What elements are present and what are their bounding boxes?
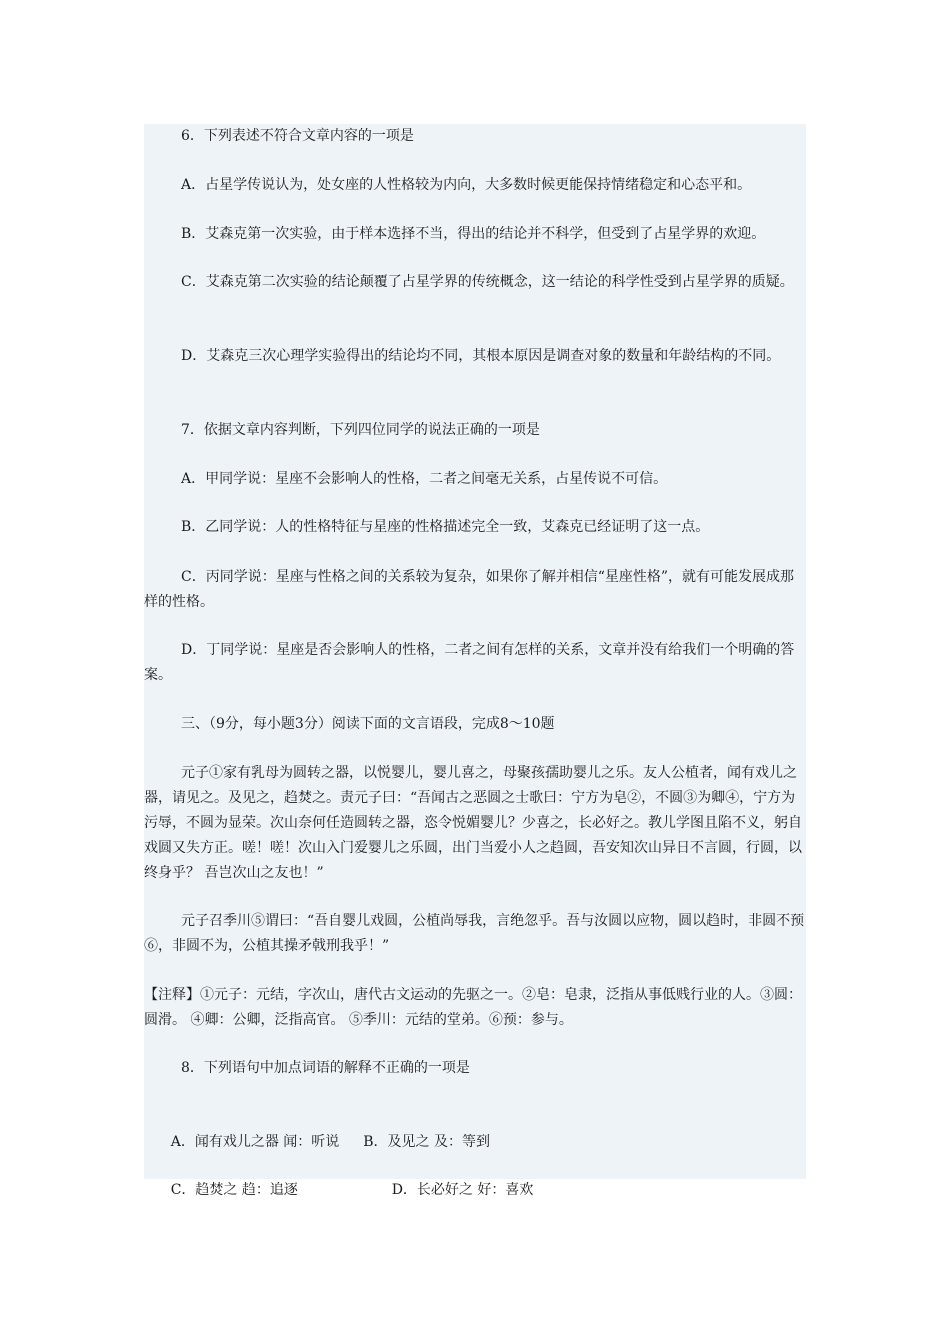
passage-paragraph-2: 元子召季川⑤谓曰：“吾自婴儿戏圆，公植尚辱我，言绝忽乎。吾与汝圆以应物，圆以趋时，非圆不预⑥，非圆不为，公植其操矛戟刑我乎！” (144, 913, 805, 954)
question-7-stem: 7．依据文章内容判断，下列四位同学的说法正确的一项是 (181, 422, 540, 438)
document-content (144, 124, 806, 1198)
passage-notes: 【注释】①元子：元结，字次山，唐代古文运动的先驱之一。②皂：皂隶，泛指从事低贱行业的人。③圆：圆滑。 ④卿：公卿，泛指高官。 ⑤季川：元结的堂弟。⑥预：参与。 (144, 987, 802, 1028)
question-6-stem: 6．下列表述不符合文章内容的一项是 (181, 128, 414, 144)
question-8-option-c: C．趋焚之 趋：追逐 (170, 1182, 298, 1198)
question-6-option-b: B．艾森克第一次实验，由于样本选择不当，得出的结论并不科学，但受到了占星学界的欢迎。 (181, 226, 766, 242)
section-3-heading: 三、（9分，每小题3分）阅读下面的文言语段，完成8～10题 (181, 716, 555, 732)
passage-paragraph-1: 元子①家有乳母为圆转之器，以悦婴儿，婴儿喜之，母聚孩孺助婴儿之乐。友人公植者，闻有戏儿之器，请见之。及见之，趋焚之。责元子曰：“吾闻古之恶圆之士歌曰：宁方为皂②，不圆③为卿④，宁方为污辱，不圆为显荣。次山奈何任造圆转之器，恣令悦媚婴儿？少喜之，长必好之。教儿学图且陷不义，躬自戏圆又失方正。嗟！嗟！次山入门爱婴儿之乐圆，出门当爱小人之趋圆，吾安知次山异日不言圆，行圆，以终身乎？ 吾岂次山之友也！” (144, 765, 802, 881)
question-8-stem: 8．下列语句中加点词语的解释不正确的一项是 (181, 1060, 470, 1076)
question-8-row-2 (144, 1153, 806, 1228)
question-7-option-a: A．甲同学说：星座不会影响人的性格，二者之间毫无关系，占星传说不可信。 (181, 471, 668, 487)
question-6-option-a: A．占星学传说认为，处女座的人性格较为内向，大多数时候更能保持情绪稳定和心态平和。 (181, 177, 752, 193)
question-8-option-a: A．闻有戏儿之器 闻：听说 (170, 1134, 340, 1150)
question-8-option-d: D．长必好之 好：喜欢 (391, 1182, 534, 1198)
question-7-option-d: D．丁同学说：星座是否会影响人的性格，二者之间有怎样的关系，文章并没有给我们一个明确的答案。 (144, 642, 795, 683)
question-7-option-b: B．乙同学说：人的性格特征与星座的性格描述完全一致，艾森克已经证明了这一点。 (181, 519, 710, 535)
question-6-option-c: C．艾森克第二次实验的结论颠覆了占星学界的传统概念，这一结论的科学性受到占星学界的质疑。 (181, 274, 794, 290)
question-8-option-b: B．及见之 及：等到 (363, 1134, 491, 1150)
question-6-option-d: D．艾森克三次心理学实验得出的结论均不同，其根本原因是调查对象的数量和年龄结构的不同。 (181, 348, 781, 364)
question-7-option-c: C．丙同学说：星座与性格之间的关系较为复杂，如果你了解并相信“星座性格”，就有可能发展成那样的性格。 (144, 569, 795, 610)
